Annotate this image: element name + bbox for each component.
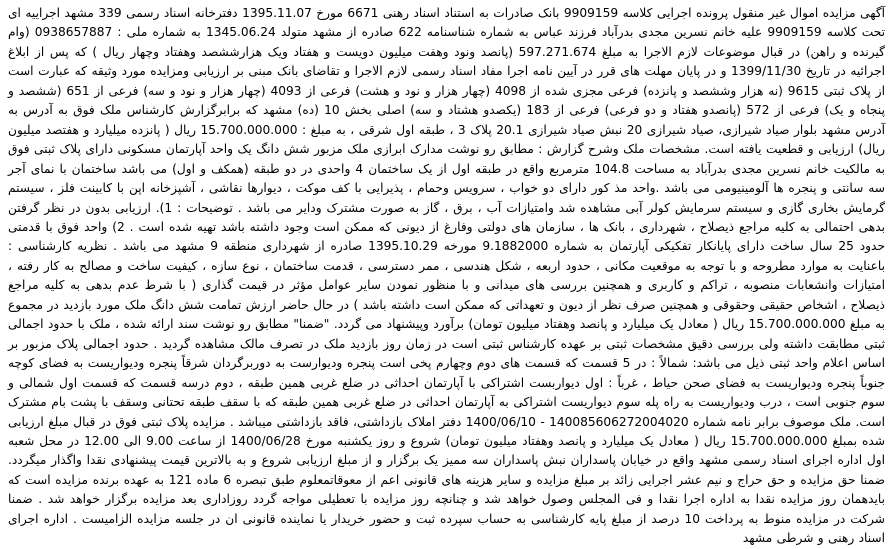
auction-notice-text: آگهی مزایده اموال غیر منقول پرونده اجرایی کلاسه 9909159 بانک صادرات به استناد اسناد رهنی 6671 مورخ 1395.11.07 دفترخانه اسناد رسمی 339 مشهد اجراییه ای تحت کلاسه 9909159 علیه خانم نسرین مجدی بدرآباد فرزند عباس به شماره شناسنامه 622 صادره از مشهد متولد 1345.06.24 به شماره ملی : 0938657887 (وام گیرنده و راهن) در قبال موضوعات لازم الاجرا به مبلغ 597.271.674 (پانصد ونود وهفت میلیون دویست و هفتاد ویک هزارششصد وهفتاد وچهار ریال ) که پس از ابلاغ اجرائیه در تاریخ 1399/11/30 و در پایان مهلت های قرر در آیین نامه اجرا مفاد اسناد رسمی لازم الاجرا و تقاضای بانک مبنی بر ارزیابی ومزایده مورد وثیقه که عبارت است از پلاک ثبتی 9615 (نه هزار وششصد و پانزده) فرعی مجزی شده از 4098 (چهار هزار و نود و هشت) فرعی از 4093 (چهار هزار و نود و سه) فرعی از 651 (ششصد و پنجاه و یک) فرعی از 572 (پانصدو هفتاد و دو فرعی) فرعی از 183 (یکصدو هشتاد و سه) اصلی بخش 10 (ده) مشهد که برابرگزارش کارشناس ملک فوق به آدرس به آدرس مشهد بلوار صیاد شیرازی، صیاد شیرازی 20 نبش صیاد شیرازی 20.1 پلاک 3 ، طبقه اول شرقی ، به مبلغ : 15.700.000.000 ریال ( پانزده میلیارد و هفتصد میلیون ریال) ارزیابی و قطعیت یافته است. مشخصات ملک وشرح گزارش : مطابق رو نوشت مدارک ابرازی ملک مزبور شش دانگ یک واحد آپارتمان مسکونی دارای پلاک ثبتی فوق به مالکیت خانم نسرین مجدی بدرآباد به مساحت 104.8 مترمربع واقع در طبقه اول از یک ساختمان 4 واحدی در دو طبقه (همکف و اول) می باشد ساختمان با نمای آجر سه سانتی و پنجره ها آلومینیومی می باشد .واحد مذ کور دارای دو خواب ، سرویس وحمام ، پذیرایی با کف موکت ، دیوارها نقاشی ، آشپزخانه اپن با کابینت فلز ، سیستم گرمایش بخاری گازی و سیستم سرمایش کولر آبی مشاهده شد وامتیازات آب ، برق ، گاز به صورت مشترک ودایر می باشد . توضیحات : 1). ارزیابی بدون در نظر گرفتن بدهی احتمالی به کلیه مراجع ذیصلاح ، شهرداری ، بانک ها ، سازمان های دولتی وفارغ از دیونی که ممکن است وجود داشته باشد تهیه شده است . 2) واحد فوق با قدمتی حدود 25 سال ساخت دارای پایانکار تفکیکی آپارتمان به شماره 9.1882000 مورخه 1395.10.29 صادره از شهرداری منطقه 9 مشهد می باشد . نظریه کارشناسی : باعنایت به موارد مطروحه و با توجه به موقعیت مکانی ، حدود اربعه ، شکل هندسی ، ممر دسترسی ، قدمت ساختمان ، نوع سازه ، کیفیت ساخت و مصالح به کار رفته ، امتیازات وانشعابات منصوبه ، تراکم و کاربری و همچنین بررسی های میدانی و با منظور نمودن سایر عوامل مؤثر در قیمت گذاری ( با شرط عدم بدهی به کلیه مراجع ذیصلاح ، اشخاص حقیقی وحقوقی و همچنین صرف نظر از دیون و تعهداتی که ممکن است داشته باشد ) در حال حاضر ارزش تمامت شش دانگ ملک مورد بازدید در مجموع به مبلغ 15.700.000.000 ریال ( معادل یک میلیارد و پانصد وهفتاد میلیون تومان) برآورد وپیشنهاد می گردد. "ضمنا" مطابق رو نوشت سند ارائه شده ، ملک با حدود اجمالی ثبتی مطابقت داشته ولی بررسی دقیق مشخصات ثبتی بر عهده کارشناس ثبتی است در زمان روز بازدید ملک در تصرف مالک مشاهده گردید . حدود اجمالی پلاک مزبور بر اساس اعلام واحد ثبتی ذیل می باشد: شمالاً : در 5 قسمت که قسمت های دوم وچهارم پخی است پنجره ودیوارست به دوربرگردان شرقاً پنجره ودیواریست به فضای کوچه جنوباً پنجره ودیواریست به فضای صحن حیاط ، غرباً : اول دیواربست اشتراکی با آپارتمان احداثی در ضلع غربی همین طبقه ، دوم درسه قسمت که قسمت اول شمالی و سوم جنوبی است ، درب ودیواریست به راه پله سوم دیواریست اشتراکی به آپارتمان احداثی در ضلع غربی همین طبقه که با سقف طبقه تحتانی وسقف با پشت بام مشترک است. ملک موصوف برابر نامه شماره 140085606272004020 - 1400/06/10 دفتر املاک بازداشتی، فاقد بازداشتی میباشد . مزایده پلاک ثبتی فوق در قبال مبلغ ارزیابی شده بمبلغ 15.700.000.000 ریال ( معادل یک میلیارد و پانصد وهفتاد میلیون تومان) شروع و روز یکشنبه مورخ 1400/06/28 از ساعت 9.00 الی 12.00 در محل شعبه اول اداره اجرای اسناد رسمی مشهد واقع در خیابان پاسداران نبش پاسداران سه ممیز یک برگزار و از مبلغ ارزیابی شروع و به بالاترین قیمت پیشنهادی نقدا واگذار میگردد. ضمنا حق مزایده و حق حراج و نیم عشر اجرایی زائد بر مبلغ مزایده و سایر هزینه های قانونی اعم از معوقاتمعلوم طبق تبصره 6 ماده 121 به عهده برنده مزایده است که بایدهمان روز مزایده نقدا به اداره اجرا نقدا و فی المجلس وصول خواهد شد و چنانچه روز مزایده با تعطیلی مواجه گردد روزاداری بعد مزایده برگزار خواهد شد . ضمنا شرکت در مزایده منوط به پرداخت 10 درصد از مبلغ پایه کارشناسی به حساب سپرده ثبت و حضور خریدار یا نماینده قانونی ان در جلسه مزایده الزامیست . اداره اجرای اسناد رهنی و شرطی مشهد bbox=[8, 6, 886, 546]
